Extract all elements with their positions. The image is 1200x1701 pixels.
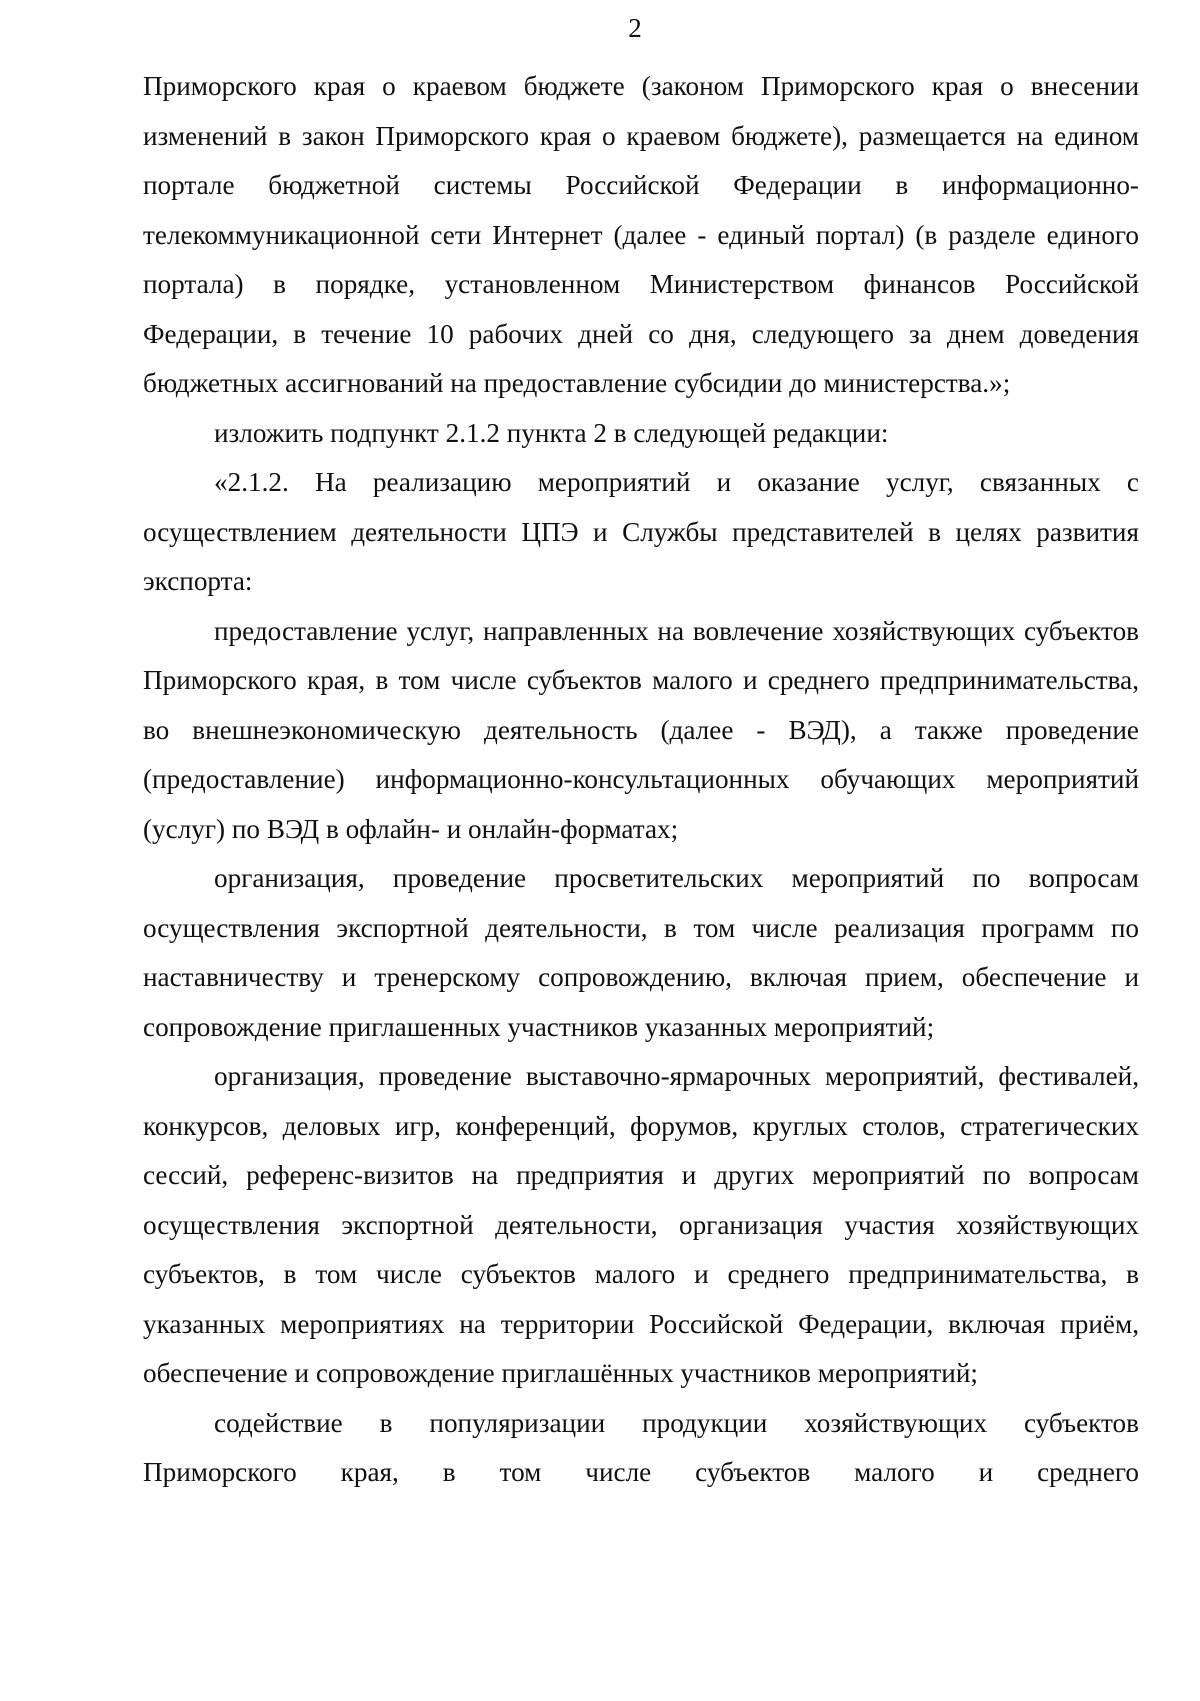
paragraph: Приморского края о краевом бюджете (законом Приморского края о внесении изменений в закон Приморского края о краевом бюджете), размещается на едином портале бюджетной системы Российской Федерации в информационно-телекоммуникационной сети Интернет (далее - единый портал) (в разделе единого портала) в порядке, установленном Министерством финансов Российской Федерации, в течение 10 рабочих дней со дня, следующего за днем доведения бюджетных ассигнований на предоставление субсидии до министерства.»; — [143, 71, 1139, 398]
paragraph: организация, проведение просветительских мероприятий по вопросам осуществления экспортной деятельности, в том числе реализация программ по наставничеству и тренерскому сопровождению, включая прием, обеспечение и сопровождение приглашенных участников указанных мероприятий; — [143, 863, 1139, 1042]
paragraph: организация, проведение выставочно-ярмарочных мероприятий, фестивалей, конкурсов, деловых игр, конференций, форумов, круглых столов, стратегических сессий, референс-визитов на предприятия и других мероприятий по вопросам осуществления экспортной деятельности, организация участия хозяйствующих субъектов, в том числе субъектов малого и среднего предпринимательства, в указанных мероприятиях на территории Российской Федерации, включая приём, обеспечение и сопровождение приглашённых участников мероприятий; — [143, 1061, 1139, 1388]
paragraph: предоставление услуг, направленных на вовлечение хозяйствующих субъектов Приморского края, в том числе субъектов малого и среднего предпринимательства, во внешнеэкономическую деятельность (далее - ВЭД), а также проведение (предоставление) информационно-консультационных обучающих мероприятий (услуг) по ВЭД в офлайн- и онлайн-форматах; — [143, 615, 1139, 844]
paragraph: «2.1.2. На реализацию мероприятий и оказание услуг, связанных с осуществлением деятельности ЦПЭ и Службы представителей в целях развития экспорта: — [143, 467, 1139, 596]
document-body — [143, 62, 1139, 1498]
paragraph: изложить подпункт 2.1.2 пункта 2 в следующей редакции: — [214, 417, 889, 448]
paragraph: содействие в популяризации продукции хозяйствующих субъектов Приморского края, в том числе субъектов малого и среднего — [143, 1407, 1139, 1487]
page-number: 2 — [628, 13, 642, 43]
